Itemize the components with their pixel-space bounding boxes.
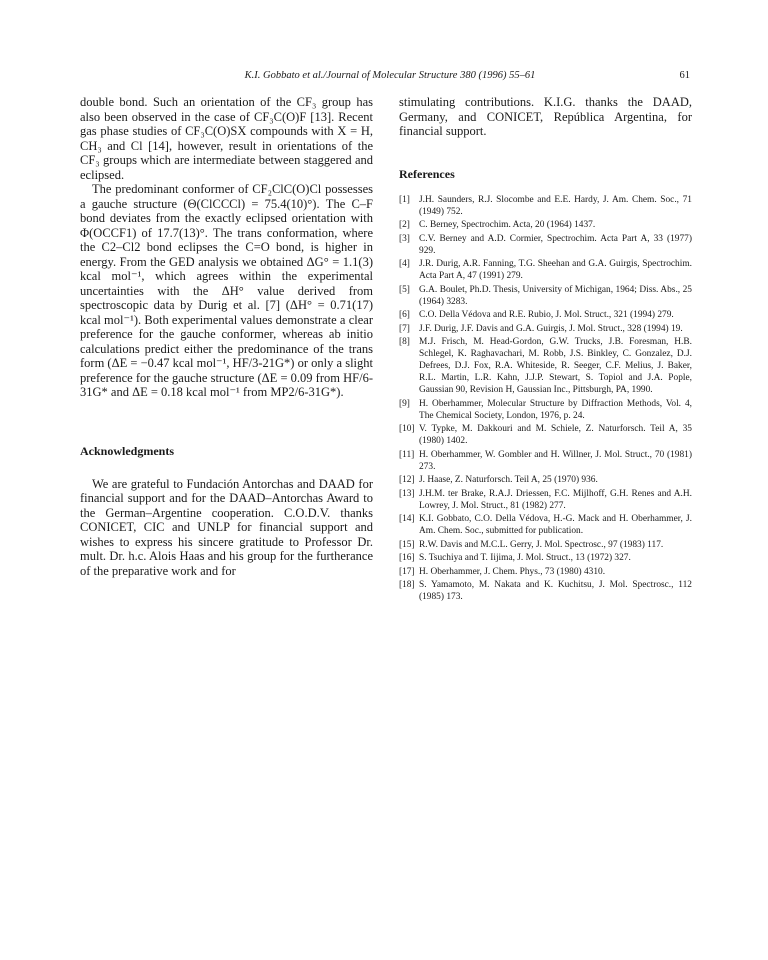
reference-number: [2] — [399, 220, 410, 230]
running-head: K.I. Gobbato et al./Journal of Molecular Structure 380 (1996) 55–61 — [244, 70, 536, 81]
reference-item — [399, 284, 692, 308]
reference-number: [16] — [399, 553, 415, 563]
reference-number: [1] — [399, 194, 410, 205]
reference-item — [399, 309, 692, 321]
reference-number: [4] — [399, 259, 410, 269]
reference-item — [399, 323, 692, 335]
reference-text: K.I. Gobbato, C.O. Della Védova, H.-G. Mack and H. Oberhammer, J. Am. Chem. Soc., submitted for publication. — [419, 514, 692, 536]
left-column — [80, 95, 373, 578]
reference-number: [6] — [399, 310, 410, 320]
reference-number: [17] — [399, 566, 415, 577]
reference-text: V. Typke, M. Dakkouri and M. Schiele, Z. Naturforsch. Teil A, 35 (1980) 1402. — [419, 424, 692, 446]
reference-text: S. Yamamoto, M. Nakata and K. Kuchitsu, J. Mol. Spectrosc., 112 (1985) 173. — [419, 580, 692, 602]
reference-item — [399, 336, 692, 396]
reference-item — [399, 474, 692, 486]
reference-item — [399, 449, 692, 473]
reference-text: C.O. Della Védova and R.E. Rubio, J. Mol. Struct., 321 (1994) 279. — [419, 310, 674, 320]
acknowledgments-continued: stimulating contributions. K.I.G. thanks the DAAD, Germany, and CONICET, República Argentina, for financial support. — [399, 95, 692, 138]
reference-text: J. Haase, Z. Naturforsch. Teil A, 25 (1970) 936. — [419, 475, 598, 485]
reference-item — [399, 513, 692, 537]
reference-text: H. Oberhammer, W. Gombler and H. Willner, J. Mol. Struct., 70 (1981) 273. — [419, 449, 692, 472]
reference-text: R.W. Davis and M.C.L. Gerry, J. Mol. Spectrosc., 97 (1983) 117. — [419, 539, 664, 550]
reference-text: C. Berney, Spectrochim. Acta, 20 (1964) 1437. — [419, 220, 596, 230]
reference-item — [399, 194, 692, 218]
reference-number: [5] — [399, 284, 410, 295]
reference-item — [399, 539, 692, 551]
reference-text: M.J. Frisch, M. Head-Gordon, G.W. Trucks, J.B. Foresman, H.B. Schlegel, K. Raghavachari, M. Robb, J.S. Binkley, C. Gonzalez, D.J. Defrees, D.J. Fox, R.A. Whiteside, R. Seeger, C.F. Melius, J. Baker, R.L. Martin, L.R. Kahn, J.J.P. Stewart, S. Topiol and J.A. Pople, Gaussian 90, Revision H, Gaussian Inc., Pittsburgh, PA, 1990. — [419, 337, 692, 395]
reference-number: [12] — [399, 475, 415, 485]
acknowledgments-text: We are grateful to Fundación Antorchas and DAAD for financial support and for the DAAD–Antorchas Award to the German–Argentine cooperation. C.O.D.V. thanks CONICET, CIC and UNLP for financial support and wishes to express his sincere gratitude to Professor Dr. mult. Dr. h.c. Alois Haas and his group for the furtherance of the preparative work and for — [80, 476, 373, 578]
reference-item — [399, 398, 692, 422]
reference-item — [399, 423, 692, 447]
reference-number: [8] — [399, 337, 410, 347]
page-number: 61 — [679, 70, 690, 81]
reference-number: [9] — [399, 398, 410, 409]
reference-text: J.F. Durig, J.F. Davis and G.A. Guirgis, J. Mol. Struct., 328 (1994) 19. — [419, 323, 683, 334]
reference-text: C.V. Berney and A.D. Cormier, Spectrochim. Acta Part A, 33 (1977) 929. — [419, 233, 692, 256]
body-paragraph: double bond. Such an orientation of the CF₃ group has also been observed in the case of CF₃C(O)F [13]. Recent gas phase studies of CF₃C(O)SX compounds with X = H, CH₃ and Cl [14], however, result in orientations of the CF₃ groups which are intermediate between staggered and eclipsed. — [80, 95, 373, 182]
reference-item — [399, 552, 692, 564]
right-column — [399, 95, 692, 605]
reference-number: [14] — [399, 514, 415, 524]
reference-number: [15] — [399, 539, 415, 550]
reference-text: J.R. Durig, A.R. Fanning, T.G. Sheehan and G.A. Guirgis, Spectrochim. Acta Part A, 47 (1991) 279. — [419, 259, 692, 281]
reference-item — [399, 566, 692, 578]
reference-item — [399, 488, 692, 512]
references-list — [399, 194, 692, 604]
reference-item — [399, 579, 692, 603]
reference-number: [10] — [399, 424, 415, 434]
reference-number: [18] — [399, 580, 415, 590]
reference-text: G.A. Boulet, Ph.D. Thesis, University of Michigan, 1964; Diss. Abs., 25 (1964) 3283. — [419, 284, 692, 307]
references-heading: References — [399, 166, 455, 181]
reference-number: [13] — [399, 488, 415, 499]
acknowledgments-heading: Acknowledgments — [80, 443, 175, 458]
reference-text: H. Oberhammer, J. Chem. Phys., 73 (1980) 4310. — [419, 566, 606, 577]
body-paragraph: The predominant conformer of CF₂ClC(O)Cl possesses a gauche structure (Θ(ClCCCl) = 75.4(10)°). The C–F bond deviates from the exactly eclipsed orientation with Φ(OCCF1) of 17.7(13)°. The trans conformation, where the C2–Cl2 bond eclipses the C=O bond, is higher in energy. From the GED analysis we obtained ΔG° = 1.1(3) kcal mol⁻¹, which agrees within the experimental uncertainties with the ΔH° value derived from spectroscopic data by Durig et al. [7] (ΔH° = 0.71(17) kcal mol⁻¹). Both experimental values demonstrate a clear preference for the gauche conformer, whereas ab initio calculations predict either the predominance of the trans form (ΔE = −0.47 kcal mol⁻¹, HF/3-21G*) or only a slight preference for the gauche structure (ΔE = 0.09 from HF/6-31G* and ΔE = 0.18 kcal mol⁻¹ from MP2/6-31G*). — [80, 182, 373, 399]
reference-text: H. Oberhammer, Molecular Structure by Diffraction Methods, Vol. 4, The Chemical Society, London, 1976, p. 24. — [419, 398, 692, 421]
reference-number: [3] — [399, 233, 410, 244]
reference-item — [399, 233, 692, 257]
reference-item — [399, 258, 692, 282]
reference-number: [11] — [399, 449, 415, 460]
reference-text: J.H. Saunders, R.J. Slocombe and E.E. Hardy, J. Am. Chem. Soc., 71 (1949) 752. — [419, 194, 692, 217]
reference-text: J.H.M. ter Brake, R.A.J. Driessen, F.C. Mijlhoff, G.H. Renes and A.H. Lowrey, J. Mol. Struct., 81 (1982) 277. — [419, 488, 692, 511]
reference-number: [7] — [399, 323, 410, 334]
reference-text: S. Tsuchiya and T. Iijima, J. Mol. Struct., 13 (1972) 327. — [419, 553, 631, 563]
reference-item — [399, 219, 692, 231]
